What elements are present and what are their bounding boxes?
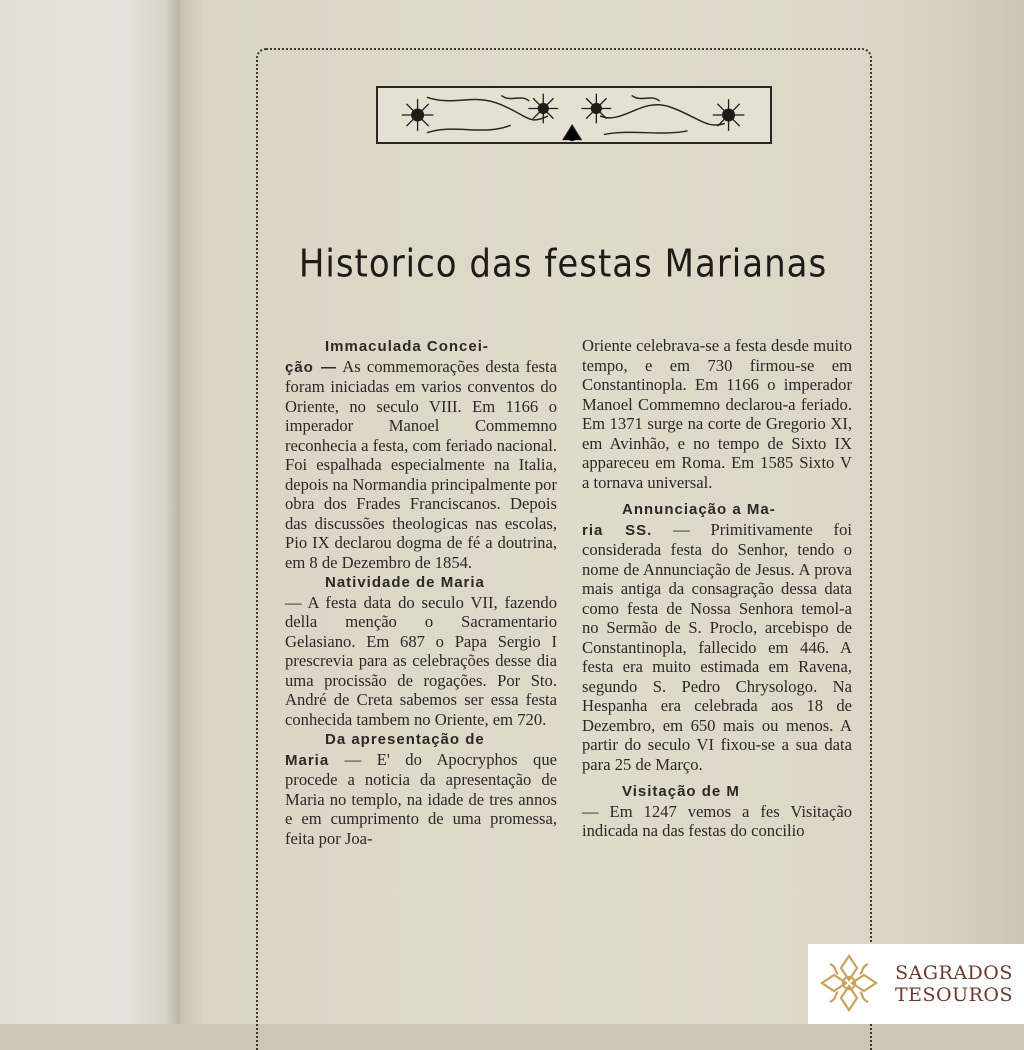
section-heading: Da apresentação de [325,731,485,748]
paragraph-text: As commemorações desta festa foram iniciadas em varios conventos do Oriente, no seculo VIII. Em 1166 o imperador Manoel Commemno reconhecia a festa, com feriado nacional. Foi espalhada especialmente na Italia, depois na Normandia principalmente por obra dos Frades Franciscanos. Depois das discussões theologicas nas escolas, Pio IX declarou dogma de fé a doutrina, em 8 de Dezembro de 1854. [285,356,558,572]
watermark-logo [808,944,1024,1024]
paragraph-text: — A festa data do seculo VII, fazendo della menção o Sacramentario Gelasiano. Em 687 o Papa Sergio I prescrevia para as celebrações desse dia uma procissão de rogações. Por Sto. André de Creta sabemos ser essa festa conhecida tambem no Oriente, em 720. [285,592,557,729]
watermark-line: TESOUROS [894,984,1014,1006]
section-heading: Annunciação a Ma- [622,501,776,518]
paragraph [582,802,852,841]
paragraph [285,572,557,593]
text-column-left [285,336,557,848]
paragraph [285,336,557,357]
text-column-right [582,336,852,841]
section-heading: ção — [285,358,338,376]
floral-ornament-icon [378,88,770,142]
decorative-header-ornament [376,86,772,144]
section-heading: Visitação de M [622,783,740,800]
watermark-line: SAGRADOS [895,962,1013,984]
section-heading: Immaculada Concei- [325,338,489,355]
ornamental-cross-icon [818,952,880,1014]
paragraph [285,593,557,730]
watermark-text [888,962,1020,1006]
paragraph [285,750,557,849]
paragraph-text: Oriente celebrava-se a festa desde muito tempo, e em 730 firmou-se em Constantinopla. Em 1166 o imperador Manoel Commemno declarou-a feriado. Em 1371 surge na corte de Gregorio XI, em Avinhão, e no tempo de Sixto IX appareceu em Roma. Em 1585 Sixto V a tornava universal. [582,336,852,492]
facing-page [0,0,180,1024]
paragraph [582,781,852,802]
paragraph [285,357,557,573]
paragraph [285,729,557,750]
paragraph-text: — E' do Apocryphos que procede a noticia da apresentação de Maria no templo, na idade de tres annos e em cumprimento de uma promessa, feita por Joa- [285,749,557,848]
paragraph [582,499,852,520]
section-heading: Natividade de Maria [325,574,485,591]
page-title: Historico das festas Marianas [298,241,828,287]
paragraph [582,336,852,492]
paragraph [582,520,852,775]
section-heading: ria SS. [582,521,653,539]
section-heading: Maria [285,751,330,769]
paragraph-text: — Em 1247 vemos a fes Visitação indicada na das festas do concilio [582,801,852,840]
paragraph-text: — Primitivamente foi considerada festa do Senhor, tendo o nome de Annunciação de Jesus. A prova mais antiga da consagração dessa data como festa de Nossa Senhora temol-a no Sermão de S. Proclo, arcebispo de Constantinopla, fallecido em 446. A festa era muito estimada em Ravena, segundo S. Pedro Chrysologo. Na Hespanha era celebrada aos 18 de Dezembro, em 650 mais ou menos. A partir do seculo VI fixou-se a sua data para 25 de Março. [582,519,852,774]
